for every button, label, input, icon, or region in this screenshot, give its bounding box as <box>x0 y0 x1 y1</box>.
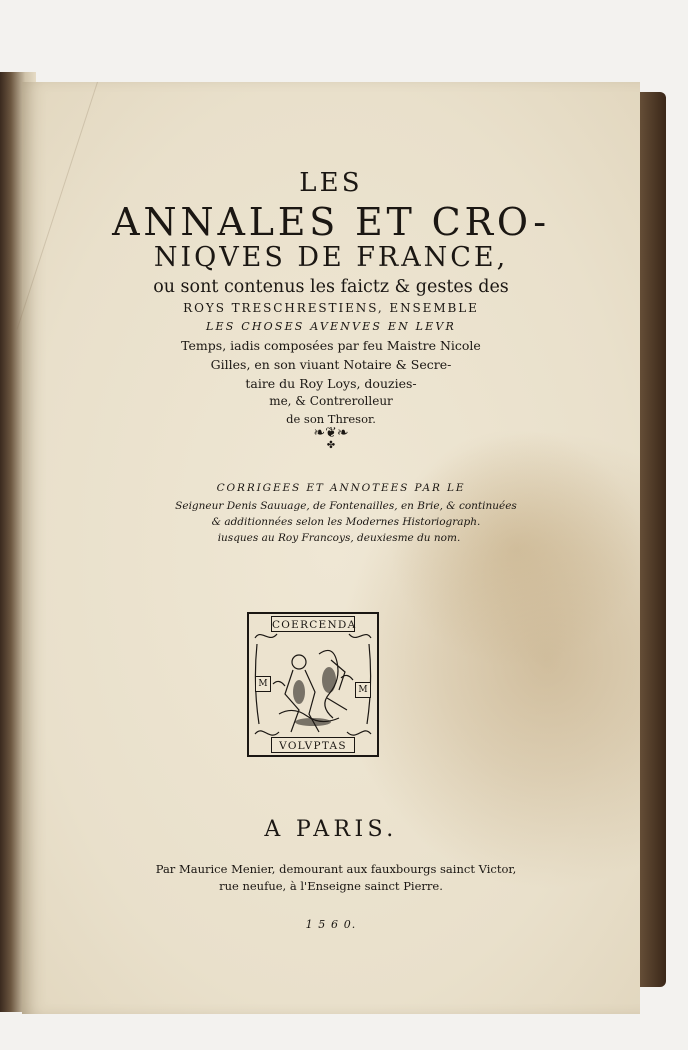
fleuron-ornament: ❧❦❧ <box>313 425 349 441</box>
emblem-motto-bottom: VOLVPTAS <box>271 737 355 753</box>
corrected-line-1: CORRIGEES ET ANNOTEES PAR LE <box>216 482 466 494</box>
subtitle-line-8: de son Thresor. <box>286 412 376 426</box>
subtitle-line-3: LES CHOSES AVENVES EN LEVR <box>206 320 456 333</box>
publication-year: 1 5 6 0. <box>305 918 357 931</box>
title-line-3: NIQVES DE FRANCE, <box>153 242 509 273</box>
place-of-publication: A PARIS. <box>264 817 398 842</box>
title-line-1: LES <box>299 168 363 198</box>
corrected-line-2: Seigneur Denis Sauuage, de Fontenailles, en Brie, & continuées <box>175 500 517 512</box>
corrected-line-4: iusques au Roy Francoys, deuxiesme du nom. <box>217 532 461 544</box>
emblem-letter-left: M <box>255 676 271 692</box>
emblem-letter-right: M <box>355 682 371 698</box>
corrected-line-3: & additionnées selon les Modernes Historiograph. <box>211 516 481 528</box>
title-page <box>22 82 640 1014</box>
emblem-motto-top: COERCENDA <box>271 616 355 632</box>
title-line-2: ANNALES ET CRO- <box>112 200 550 244</box>
subtitle-line-7: me, & Contrerolleur <box>269 394 393 408</box>
subtitle-line-5: Gilles, en son viuant Notaire & Secre- <box>210 357 452 372</box>
subtitle-line-4: Temps, iadis composées par feu Maistre Nicole <box>181 338 481 353</box>
subtitle-line-2: ROYS TRESCHRESTIENS, ENSEMBLE <box>183 301 479 315</box>
fleuron-ornament-small: ✤ <box>326 440 336 451</box>
printer-line-2: rue neufue, à l'Enseigne sainct Pierre. <box>219 879 443 893</box>
subtitle-line-6: taire du Roy Loys, douzies- <box>245 376 417 391</box>
subtitle-line-1: ou sont contenus les faictz & gestes des <box>153 277 509 297</box>
printers-device-emblem <box>247 612 379 757</box>
printer-line-1: Par Maurice Menier, demourant aux fauxbourgs sainct Victor, <box>155 862 517 876</box>
